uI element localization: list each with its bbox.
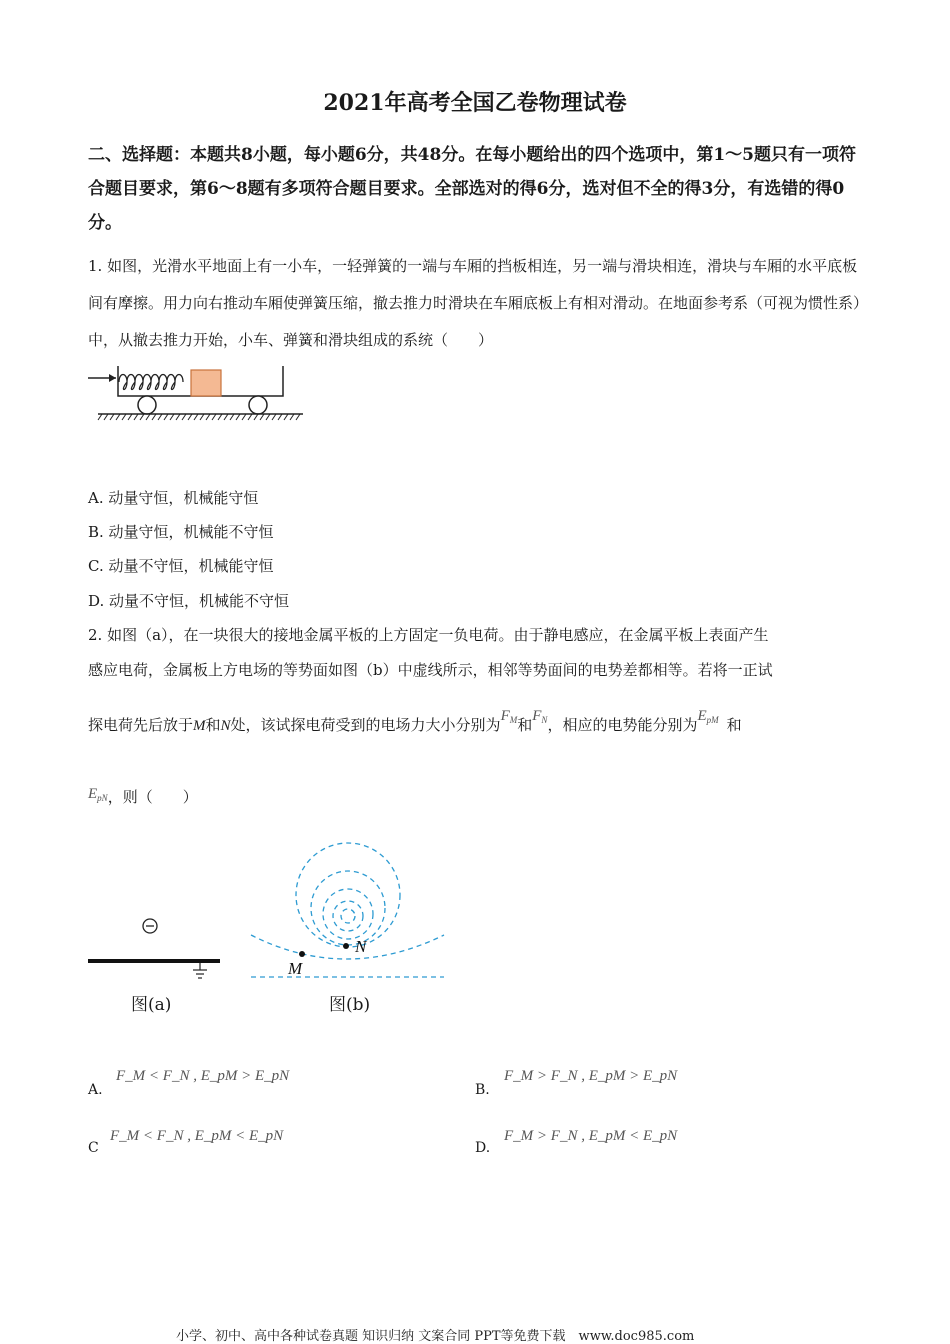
q2-option-b-letter: B. xyxy=(475,1082,490,1098)
q1-option-b: B. 动量守恒，机械能不守恒 xyxy=(88,523,274,541)
q2-option-d-expr: F_M > F_N , E_pM < E_pN xyxy=(504,1128,678,1144)
figure-a-label: 图(a) xyxy=(131,995,172,1015)
q2-option-a-expr: F_M < F_N , E_pM > E_pN xyxy=(116,1068,290,1084)
figure-b-label: 图(b) xyxy=(329,995,371,1015)
figure-a-grounded-plate xyxy=(88,910,228,985)
q2-option-c-letter: C xyxy=(88,1140,99,1156)
q2-stem-line1: 2. 如图（a），在一块很大的接地金属平板的上方固定一负电荷。由于静电感应，在金属平板上表面产生 xyxy=(88,626,769,644)
question-1-stem: 1. 如图，光滑水平地面上有一小车，一轻弹簧的一端与车厢的挡板相连，另一端与滑块相连，滑块与车厢的水平底板间有摩擦。用力向右推动车厢使弹簧压缩，撤去推力时滑块在车厢底板上有相对滑动。在地面参考系（可视为惯性系）中，从撤去推力开始，小车、弹簧和滑块组成的系统（ ） xyxy=(88,257,869,349)
q2-stem-line4: $E_{pN}$，则（ ） xyxy=(88,786,198,806)
q2-option-b-expr: F_M > F_N , E_pM > E_pN xyxy=(504,1068,678,1084)
point-n-label: N xyxy=(355,937,367,956)
q2-stem-line3: 探电荷先后放于M和N处，该试探电荷受到的电场力大小分别为$F_M$和$F_N$，相应的电势能分别为$E_{pM}$ 和 xyxy=(88,708,742,734)
cart-spring-figure xyxy=(88,358,308,428)
figure-b-equipotential xyxy=(246,838,451,986)
q2-option-a-letter: A. xyxy=(88,1082,103,1098)
q1-option-d: D. 动量不守恒，机械能不守恒 xyxy=(88,592,290,610)
q2-option-d-letter: D. xyxy=(475,1140,491,1156)
section-instructions: 二、选择题：本题共8小题，每小题6分，共48分。在每小题给出的四个选项中，第1～5题只有一项符合题目要求，第6～8题有多项符合题目要求。全部选对的得6分，选对但不全的得3分，有选错的得0分。 xyxy=(88,145,856,233)
q1-option-c: C. 动量不守恒，机械能守恒 xyxy=(88,557,274,575)
symbol-fm: $F_M$ xyxy=(500,708,518,725)
footer-text: 小学、初中、高中各种试卷真题 知识归纳 文案合同 PPT等免费下载 www.doc985.com xyxy=(176,1329,695,1344)
page-title: 2021年高考全国乙卷物理试卷 xyxy=(323,90,627,116)
symbol-epn: $E_{pN}$ xyxy=(88,786,108,803)
q1-option-a: A. 动量守恒，机械能守恒 xyxy=(88,489,259,507)
symbol-epm: $E_{pM}$ xyxy=(697,708,719,725)
q2-stem-line2: 感应电荷，金属板上方电场的等势面如图（b）中虚线所示，相邻等势面间的电势差都相等。若将一正试 xyxy=(88,661,773,679)
point-m-label: M xyxy=(288,959,303,978)
q2-option-c-expr: F_M < F_N , E_pM < E_pN xyxy=(110,1128,284,1144)
symbol-fn: $F_N$ xyxy=(532,708,548,725)
